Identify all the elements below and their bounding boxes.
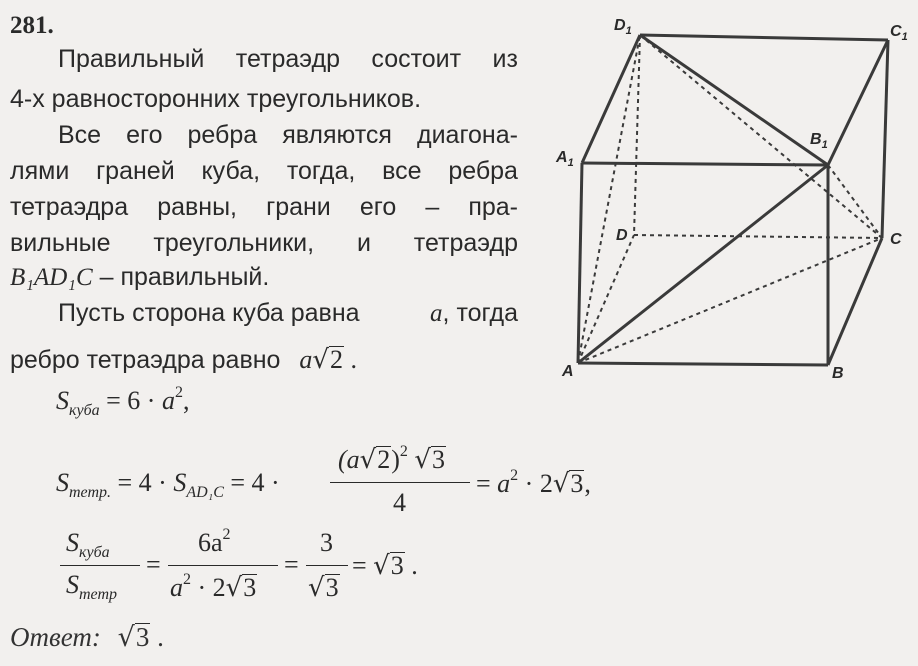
- radical-icon: √: [225, 573, 243, 603]
- edge-b-c: [828, 238, 882, 365]
- phrase: , тогда: [442, 299, 518, 327]
- edge-a1-a: [578, 163, 582, 363]
- word: куба,: [201, 157, 261, 185]
- vertex-label-c: C: [890, 231, 902, 248]
- phrase: Пусть сторона куба равна: [58, 299, 360, 327]
- radical-icon: √: [312, 345, 329, 375]
- fraction-numerator: $(a√2)^2$ √3: [338, 443, 445, 475]
- word: состоит: [371, 45, 462, 73]
- word: ребра: [448, 157, 518, 185]
- radical-icon: √: [373, 551, 390, 581]
- vertex-label-a: A: [562, 363, 574, 380]
- answer-label: Ответ:: [10, 622, 101, 652]
- word: тетраэдр: [235, 45, 340, 73]
- word: равны,: [157, 193, 237, 221]
- edge-c1-c: [882, 40, 888, 238]
- variable: a: [430, 300, 443, 327]
- word: все: [382, 157, 422, 185]
- word: граней: [96, 157, 175, 185]
- word: Все: [58, 121, 102, 149]
- word: грани: [266, 193, 331, 221]
- edge-a1-b1: [582, 163, 828, 165]
- vertex-label-b1: $B_1$: [810, 131, 828, 151]
- edge-d-c: [634, 235, 882, 238]
- ratio-denominator: $S_{тетр}$: [66, 570, 117, 603]
- edge-a-b1: [578, 165, 828, 363]
- word: тогда,: [286, 157, 356, 185]
- word: диагона-: [416, 121, 518, 149]
- vertex-label-d: D: [616, 227, 628, 244]
- equals-sign: =: [146, 550, 161, 579]
- vertex-label-d1: $D_1$: [614, 17, 632, 37]
- formula-ratio-result: = √3 .: [352, 551, 418, 581]
- word: из: [492, 45, 518, 73]
- edge-b1-c: [828, 165, 882, 238]
- word: лями: [10, 157, 70, 185]
- radical-icon: √: [552, 469, 570, 499]
- word: треугольники,: [153, 229, 315, 257]
- word: Правильный: [58, 45, 205, 73]
- word: пра-: [468, 193, 518, 221]
- word: и: [356, 229, 371, 257]
- answer-line: Ответ: √3 .: [10, 622, 164, 653]
- edge-d1-c1: [640, 35, 888, 40]
- word: являются: [282, 121, 392, 149]
- fraction-numerator: $6a^2$: [198, 526, 231, 557]
- phrase: ребро тетраэдра равно: [10, 346, 281, 374]
- edge-a-b: [578, 363, 828, 365]
- word: тетраэдра: [10, 193, 129, 221]
- edge-a1-d1: [582, 35, 640, 163]
- edge-d1-d: [634, 35, 640, 235]
- tetrahedron-name: B₁AD₁C: [10, 264, 93, 291]
- radical-icon: √: [308, 573, 325, 603]
- formula-s-tetr-right: = $a^2 \cdot 2√3$,: [476, 467, 591, 499]
- word: ребра: [187, 121, 258, 149]
- edge-d1-c: [640, 35, 882, 238]
- problem-number: 281.: [10, 12, 54, 39]
- word: его: [359, 193, 397, 221]
- word: его: [126, 121, 163, 149]
- edge-formula: a√2 .: [299, 345, 357, 375]
- ratio-numerator: $S_{куба}$: [66, 528, 110, 561]
- word: –: [425, 193, 440, 221]
- radical-icon: √: [359, 445, 377, 475]
- word: – правильный.: [92, 263, 270, 291]
- edge-d1-b1: [640, 35, 828, 165]
- equals-sign: =: [284, 550, 299, 579]
- word: тетраэдр: [413, 229, 518, 257]
- formula-s-cube: $S_{куба} = 6 \cdot a^2$,: [56, 384, 190, 419]
- radical-icon: √: [117, 622, 135, 653]
- edge-b1-c1: [828, 40, 888, 165]
- formula-s-tetr-left: $S_{тетр.} = 4 \cdot S_{AD_1C} = 4$ ·: [56, 468, 280, 501]
- radical-icon: √: [414, 445, 431, 475]
- edge-a-d1: [578, 35, 640, 363]
- vertex-label-c1: $C_1$: [890, 23, 908, 43]
- vertex-label-b: B: [832, 365, 844, 382]
- text-line: 4-х равносторонних треугольников.: [10, 85, 422, 113]
- fraction-denominator: √3: [308, 573, 339, 603]
- vertex-label-a1: $A_1$: [556, 149, 574, 169]
- fraction-numerator: 3: [320, 528, 333, 557]
- fraction-denominator: 4: [393, 488, 406, 517]
- word: вильные: [10, 229, 111, 257]
- fraction-denominator: $a^2 \cdot 2√3$: [170, 571, 257, 603]
